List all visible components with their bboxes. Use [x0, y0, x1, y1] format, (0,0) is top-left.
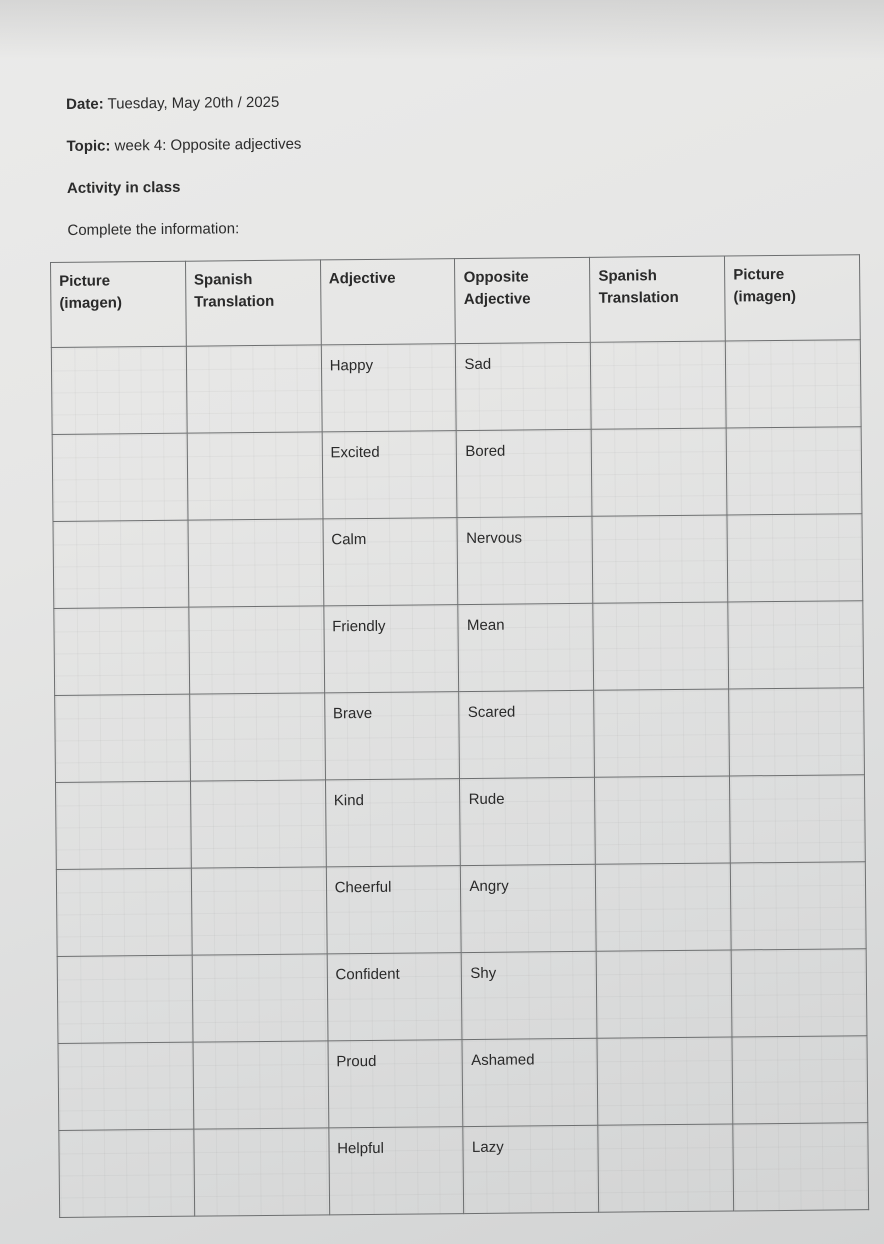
- activity-title: Activity in class: [66, 178, 181, 197]
- spanish-translation-cell[interactable]: [193, 1041, 329, 1129]
- picture-2-cell[interactable]: [730, 775, 866, 863]
- table-row: [59, 1123, 869, 1218]
- picture-2-col-header: [725, 255, 861, 341]
- column-header-line: Translation: [194, 292, 275, 311]
- spanish-translation-2-cell[interactable]: [596, 950, 732, 1038]
- picture-cell[interactable]: [57, 955, 193, 1043]
- opposite-adjective-text: Shy: [470, 964, 497, 982]
- adjective-text: Kind: [333, 792, 364, 810]
- adjective-cell: [325, 779, 461, 867]
- picture-cell[interactable]: [54, 607, 190, 695]
- spanish-translation-2-cell[interactable]: [594, 689, 730, 777]
- opposite-adjective-text: Mean: [466, 616, 505, 635]
- opposite-adjective-text: Sad: [464, 355, 492, 374]
- picture-cell[interactable]: [56, 868, 192, 956]
- spanish-translation-cell[interactable]: [192, 954, 328, 1042]
- picture-cell[interactable]: [53, 520, 189, 608]
- topic-value: week 4: Opposite adjectives: [114, 135, 302, 155]
- picture-cell[interactable]: [55, 781, 191, 869]
- adjective-cell: [326, 866, 462, 954]
- opposite-adjective-cell: [462, 951, 598, 1039]
- opposite-adjective-col-header: [455, 257, 591, 343]
- table-body: [51, 340, 868, 1218]
- spanish-translation-cell[interactable]: [191, 867, 327, 955]
- picture-2-cell[interactable]: [728, 601, 864, 689]
- table-row: [56, 862, 866, 957]
- column-header-line: Translation: [598, 288, 679, 307]
- spanish-translation-cell[interactable]: [189, 606, 325, 694]
- picture-cell[interactable]: [52, 433, 188, 521]
- adjective-text: Calm: [331, 530, 367, 549]
- column-header-line: Spanish: [193, 271, 253, 289]
- table-row: [55, 688, 865, 783]
- opposite-adjective-text: Rude: [468, 790, 505, 809]
- spanish-translation-cell[interactable]: [187, 432, 323, 520]
- spanish-translation-2-cell[interactable]: [598, 1124, 734, 1212]
- spanish-translation-cell[interactable]: [186, 345, 322, 433]
- picture-2-cell[interactable]: [725, 340, 861, 428]
- column-header-line: Adjective: [328, 269, 396, 288]
- opposite-adjective-text: Scared: [467, 703, 516, 722]
- spanish-translation-2-col-header: [590, 256, 726, 342]
- date-label: Date:: [66, 95, 104, 113]
- opposite-adjective-text: Lazy: [471, 1138, 504, 1156]
- column-header-line: Picture: [733, 265, 785, 284]
- spanish-translation-cell[interactable]: [190, 780, 326, 868]
- opposite-adjective-cell: [459, 690, 595, 778]
- picture-cell[interactable]: [51, 346, 187, 434]
- column-header-line: (imagen): [733, 287, 797, 306]
- spanish-translation-2-cell[interactable]: [591, 428, 727, 516]
- paper-shadow: [0, 0, 884, 60]
- spanish-translation-cell[interactable]: [189, 693, 325, 781]
- opposite-adjective-cell: [460, 777, 596, 865]
- adjective-text: Happy: [329, 356, 374, 375]
- opposite-adjective-text: Angry: [469, 877, 509, 896]
- spanish-translation-2-cell[interactable]: [592, 515, 728, 603]
- picture-2-cell[interactable]: [732, 1036, 868, 1124]
- opposite-adjective-cell: [457, 429, 593, 517]
- date-line: [66, 87, 566, 134]
- picture-cell[interactable]: [55, 694, 191, 782]
- table-row: [58, 1036, 868, 1131]
- spanish-translation-cell[interactable]: [194, 1128, 330, 1216]
- adjective-text: Cheerful: [334, 878, 392, 897]
- opposite-adjective-cell: [461, 864, 597, 952]
- adjective-text: Helpful: [337, 1139, 384, 1158]
- instruction-text: Complete the information:: [67, 220, 240, 239]
- picture-col-header: [51, 261, 187, 347]
- opposite-adjective-text: Bored: [465, 442, 506, 461]
- adjectives-table-wrapper: [50, 254, 869, 1217]
- worksheet-header: [66, 87, 568, 260]
- adjective-cell: [323, 518, 459, 606]
- opposite-adjective-cell: [463, 1125, 599, 1213]
- opposite-adjective-cell: [458, 603, 594, 691]
- picture-2-cell[interactable]: [733, 1123, 869, 1211]
- picture-2-cell[interactable]: [726, 427, 862, 515]
- spanish-translation-2-cell[interactable]: [593, 602, 729, 690]
- table-row: [53, 514, 863, 609]
- opposite-adjective-text: Nervous: [466, 529, 523, 548]
- adjective-cell: [328, 1127, 464, 1215]
- adjective-cell: [322, 431, 458, 519]
- spanish-translation-2-cell[interactable]: [591, 341, 727, 429]
- table-row: [52, 427, 862, 522]
- opposite-adjective-text: Ashamed: [471, 1051, 535, 1069]
- spanish-translation-2-cell[interactable]: [597, 1037, 733, 1125]
- adjective-cell: [323, 605, 459, 693]
- column-header-line: Adjective: [463, 290, 531, 309]
- spanish-translation-2-cell[interactable]: [595, 776, 731, 864]
- adjective-text: Proud: [336, 1052, 377, 1071]
- column-header-line: Spanish: [598, 267, 657, 285]
- column-header-line: Picture: [59, 272, 111, 290]
- column-header-line: Opposite: [463, 268, 529, 287]
- adjective-cell: [327, 953, 463, 1041]
- adjective-text: Confident: [335, 965, 400, 984]
- picture-2-cell[interactable]: [727, 514, 863, 602]
- opposite-adjective-cell: [462, 1038, 598, 1126]
- topic-label: Topic:: [66, 137, 111, 155]
- spanish-translation-2-cell[interactable]: [596, 863, 732, 951]
- adjective-cell: [328, 1040, 464, 1128]
- adjective-cell: [321, 344, 457, 432]
- picture-2-cell[interactable]: [729, 688, 865, 776]
- spanish-translation-cell[interactable]: [188, 519, 324, 607]
- adjectives-table: [50, 254, 869, 1218]
- picture-cell[interactable]: [59, 1129, 195, 1217]
- table-row: [55, 775, 865, 870]
- picture-2-cell[interactable]: [730, 862, 866, 950]
- opposite-adjective-cell: [456, 342, 592, 430]
- table-row: [54, 601, 864, 696]
- spanish-translation-col-header: [185, 260, 321, 346]
- adjective-text: Excited: [330, 443, 380, 462]
- column-header-line: (imagen): [59, 294, 122, 312]
- picture-2-cell[interactable]: [731, 949, 867, 1037]
- picture-cell[interactable]: [58, 1042, 194, 1130]
- table-header-row: [51, 255, 861, 348]
- date-value: Tuesday, May 20th / 2025: [107, 93, 280, 113]
- opposite-adjective-cell: [457, 516, 593, 604]
- table-row: [51, 340, 861, 435]
- adjective-text: Brave: [332, 704, 373, 723]
- adjective-text: Friendly: [332, 617, 386, 636]
- topic-line: [66, 129, 566, 176]
- table-row: [57, 949, 867, 1044]
- adjective-col-header: [320, 259, 456, 345]
- adjective-cell: [324, 692, 460, 780]
